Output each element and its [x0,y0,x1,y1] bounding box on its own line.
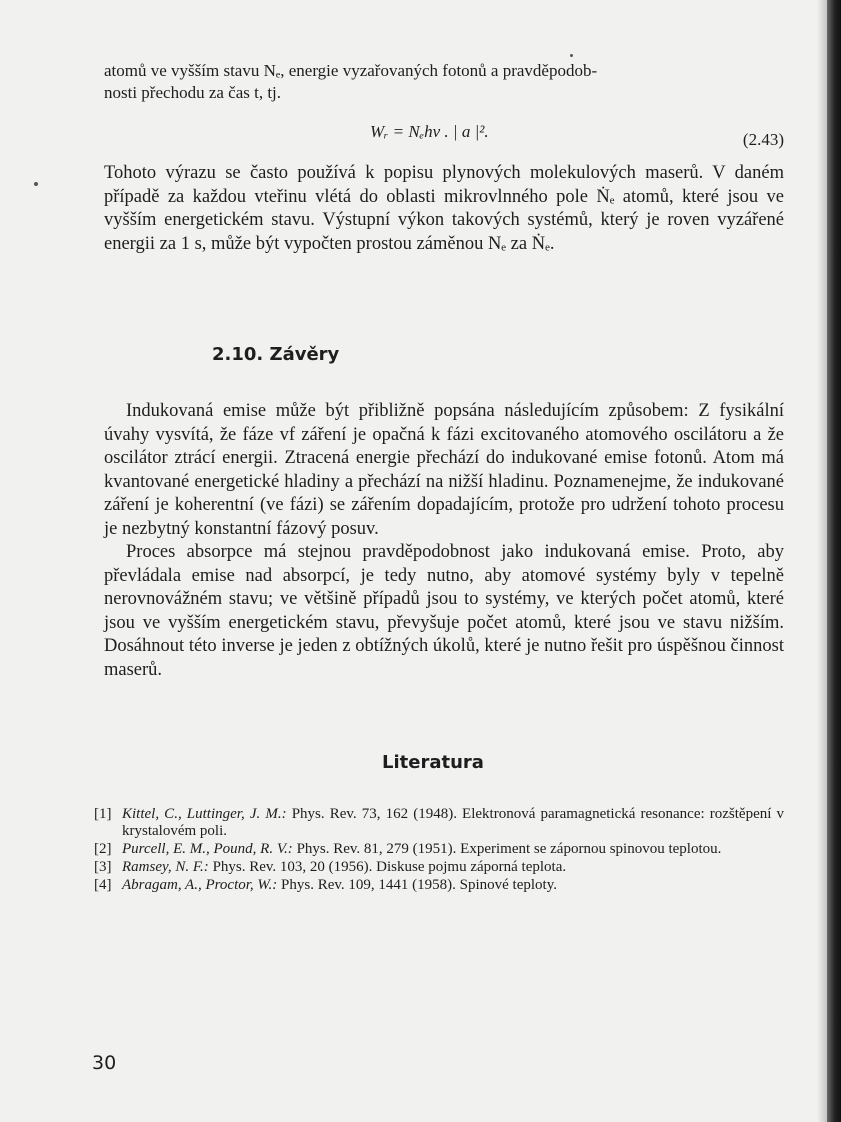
reference-number: [4] [94,877,112,893]
intro-line-1: atomů ve vyšším stavu Nₑ, energie vyzařovaných fotonů a pravděpodob- [104,61,598,80]
literature-heading: Literatura [382,752,484,773]
equation-formula: Wᵣ = Nₑhν . | a |². [370,122,489,141]
reference-item [94,877,784,894]
scan-speck [570,54,573,57]
reference-text: Phys. Rev. 81, 279 (1951). Experiment se zápornou spinovou teplotou. [296,841,722,857]
reference-authors: Abragam, A., Proctor, W.: [122,877,278,893]
absorption-paragraph: Proces absorpce má stejnou pravděpodobnost jako indukovaná emise. Proto, aby převládala emise nad absorpcí, je tedy nutno, aby atomové systémy byly v tepelně nerovnovážném stavu; ve většině případů jsou to systémy, ve kterých počet atomů, které jsou ve vyšším energetickém stavu, převyšuje počet atomů, které jsou ve stavu nižším. Dosáhnout této inverse je jeden z obtížných úkolů, které je nutno řešit pro úspěšnou činnost maserů. [104,542,784,680]
reference-list [94,806,784,895]
section-heading: 2.10. Závěry [212,344,340,365]
maser-paragraph: Tohoto výrazu se často používá k popisu plynových molekulových maserů. V daném případě za každou vteřinu vlétá do oblasti mikrovlnného pole Ṅₑ atomů, které jsou ve vyšším energetickém stavu. Výstupní výkon takových systémů, který je roven vyzářené energii za 1 s, může být vypočten prostou záměnou Nₑ za Ṅₑ. [104,163,784,254]
maser-paragraph-block [104,162,784,256]
reference-text: Phys. Rev. 103, 20 (1956). Diskuse pojmu záporná teplota. [212,859,567,875]
equation-2-43 [104,120,784,149]
reference-number: [2] [94,841,112,857]
reference-item [94,859,784,876]
reference-text: Phys. Rev. 109, 1441 (1958). Spinové teploty. [281,877,557,893]
reference-authors: Purcell, E. M., Pound, R. V.: [122,841,293,857]
page-number: 30 [92,1052,117,1074]
reference-authors: Kittel, C., Luttinger, J. M.: [122,806,287,822]
conclusions-block [104,400,784,682]
reference-number: [1] [94,806,112,822]
reference-number: [3] [94,859,112,875]
page-fold-shadow [817,0,827,1122]
emission-paragraph: Indukovaná emise může být přibližně popsána následujícím způsobem: Z fysikální úvahy vysvítá, že fáze vf záření je opačná k fázi excitovaného atomového oscilátoru a že oscilátor ztrácí energii. Ztracená energie přechází do indukované emise fotonů. Atom má kvantované energetické hladiny a přechází na nižší hladinu. Poznamenejme, že indukované záření je koherentní (ve fázi) se zářením dopadajícím, protože pro udržení tohoto procesu je nezbytný konstantní fázový posuv. [104,401,784,539]
intro-paragraph [104,60,784,104]
scan-speck [34,182,38,186]
reference-item [94,806,784,840]
book-spine-edge [827,0,841,1122]
reference-authors: Ramsey, N. F.: [122,859,209,875]
intro-line-2: nosti přechodu za čas t, tj. [104,83,282,102]
reference-item [94,841,784,858]
reference-text: Phys. Rev. 73, 162 (1948). Elektronová paramagnetická resonance: rozštěpení v krystalovém poli. [122,806,784,839]
equation-number: (2.43) [742,130,784,149]
